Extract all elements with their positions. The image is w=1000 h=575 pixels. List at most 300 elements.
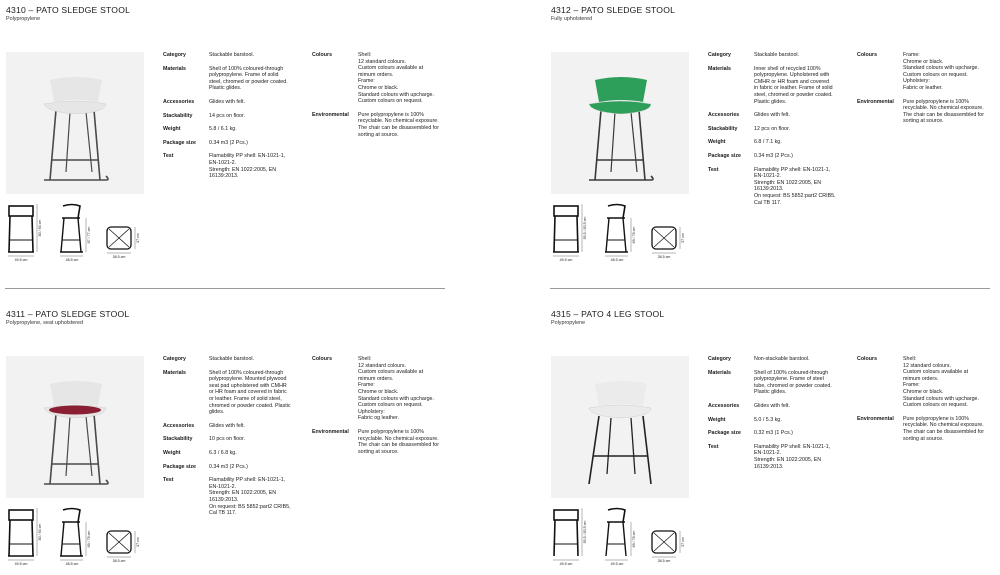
technical-drawings [551,200,701,275]
spec-value-line: Strength: EN 1022:2005, EN [209,166,277,173]
product-photo [551,52,689,194]
spec-value-line: 12 pcs on floor. [754,125,790,132]
spec-value-line: seat pad upholstered with CMHR [209,382,287,389]
spec-value [209,52,303,59]
side-view-back [63,205,80,219]
spec-label: Accessories [708,402,740,409]
front-view-leg [9,216,10,252]
spec-value-line: EN-1021-2. [754,450,782,457]
spec-value [358,429,452,455]
spec-value-line: mimum orders. [358,71,394,78]
front-view-back [554,510,578,520]
spec-value-line: or leather. Frame of solid steel, [209,395,282,402]
front-view-leg [554,520,555,556]
spec-value-line: On request: BS 5852:part2 CRIB5, [754,192,836,199]
spec-value-line: recyclable. No chemical exposure. [903,422,984,429]
spec-value [209,450,303,457]
spec-row [163,66,303,92]
spec-row [708,112,848,119]
spec-value [209,464,303,471]
drawing-svg [6,200,156,275]
spec-table [163,356,303,524]
spec-value-line: mimum orders. [358,375,394,382]
spec-value-line: Glides with felt. [209,422,245,429]
side-view-leg [623,218,626,252]
dimension-seat-label: 37 cm [136,233,140,243]
spec-value-line: Plastic glides. [209,85,242,92]
spec-label: Package size [163,463,196,470]
spec-value-line: tube, chromed or powder coated. [754,382,832,389]
spec-value-line: Strength: EN 1022:2005, EN [209,490,277,497]
spec-value-line: The chair can be disassembled for [358,124,439,131]
spec-label: Test [163,477,174,484]
drawing-svg [6,504,156,575]
spec-value-line: Plastic glides. [754,98,787,105]
colour-table [857,356,997,449]
section-divider-left [5,288,445,289]
spec-value-line: 0.34 m3 (2 Pcs.) [754,152,793,159]
spec-row [708,417,848,424]
spec-row [708,356,848,363]
spec-label: Test [708,166,719,173]
spec-value-line: sorting at source. [903,435,944,442]
spec-value-line: Glides with felt. [754,402,790,409]
spec-value-line: Custom colours available at [358,65,424,72]
spec-value-line: Custom colours on request. [903,71,968,78]
spec-value-line: Frame: [358,382,375,389]
spec-row [312,52,452,105]
spec-value [358,356,452,422]
product-photo [6,52,144,194]
spec-value [209,99,303,106]
spec-value [754,356,848,363]
spec-value-line: Standard colours with upcharge. [358,395,434,402]
spec-table [708,356,848,477]
spec-value [754,417,848,424]
spec-value [754,370,848,396]
spec-label: Materials [708,65,731,72]
side-view-leg [61,218,64,252]
stool-photo-svg [551,356,689,498]
spec-label: Colours [857,356,878,362]
spec-label: Accessories [163,98,195,105]
spec-label: Colours [857,52,878,58]
spec-value-line: Shell of 100% coloured-through [209,369,284,376]
spec-value [209,66,303,92]
spec-label: Test [163,153,174,160]
spec-row [163,140,303,147]
spec-value-line: CMHR or HR foam and covered [754,78,830,85]
side-view-leg [78,218,81,252]
spec-row [708,139,848,146]
spec-value-line: Flamability PP shell: EN-1021-1, [754,443,831,450]
spec-value-line: The chair can be disassembled for [903,111,984,118]
dimension-height-label: 69 / 78 cm [632,530,636,548]
spec-row [163,52,303,59]
photo-background [6,52,144,194]
front-view-back [9,206,33,216]
spec-value-line: chromed or powder coated. Plastic [209,402,291,409]
spec-value [754,112,848,119]
spec-value [754,139,848,146]
spec-row [708,370,848,396]
spec-row [708,66,848,106]
dimension-width-label: 49.5 cm [559,562,573,566]
spec-value-line: recyclable. No chemical exposure. [358,435,439,442]
dimension-width-label: 38.5 cm [657,255,671,259]
spec-row [163,113,303,120]
spec-value [209,436,303,443]
spec-value [209,126,303,133]
product-subtitle: Polypropylene, seat upholstered [6,320,84,326]
spec-label: Accessories [163,422,195,429]
stool-photo-svg [6,356,144,498]
spec-value [209,370,303,416]
front-view-leg [32,216,33,252]
dimension-width-label: 49.5 cm [14,258,28,262]
spec-label: Package size [708,152,741,159]
spec-value-line: Strength: EN 1022:2005, EN [754,456,822,463]
spec-value-line: Glides with felt. [754,112,790,119]
spec-label: Category [163,52,186,58]
section-divider-right [550,288,990,289]
dimension-width-label: 48.5 cm [610,258,624,262]
spec-label: Environmental [312,428,349,435]
spec-label: Weight [163,449,181,456]
spec-row [163,99,303,106]
stool-backrest [595,77,647,102]
spec-value-line: Pure polypropylene is 100% [903,98,969,105]
spec-value [754,126,848,133]
spec-value-line: 6.3 / 6.8 kg. [209,449,237,456]
spec-value-line: recyclable. No chemical exposure. [358,118,439,125]
spec-row [312,356,452,422]
spec-label: Weight [708,416,726,423]
dimension-seat-label: 37 cm [136,537,140,547]
spec-value [754,403,848,410]
spec-label: Colours [312,356,333,362]
spec-value [358,112,452,138]
spec-value [754,430,848,437]
spec-value-line: The chair can be disassembled for [903,428,984,435]
spec-label: Stackability [163,436,193,443]
spec-row [163,436,303,443]
spec-value [209,140,303,147]
spec-value-line: Custom colours on request. [903,402,968,409]
spec-value [754,52,848,59]
spec-value-line: Shell: [358,356,372,362]
colour-table [312,356,452,462]
spec-value-line: Stackable barstool. [754,52,800,58]
spec-value [358,52,452,105]
spec-value-line: 6.8 / 7.1 kg. [754,139,782,146]
spec-value [903,356,997,409]
dimension-width-label: 49.5 cm [610,562,624,566]
spec-value-line: 16139:2013. [209,496,239,503]
spec-value-line: Upholstery: [903,78,930,85]
spec-value-line: Pure polypropylene is 100% [903,415,969,422]
product-title: 4315 – PATO 4 LEG STOOL [551,309,665,319]
dimension-height-label: 93,5 / 83,5 cm [583,520,587,544]
spec-value [903,99,997,125]
spec-value-line: Shell of 100% coloured-through [209,65,284,72]
product-title: 4310 – PATO SLEDGE STOOL [6,5,131,15]
spec-value-line: Stackable barstool. [209,356,255,362]
product-photo [551,356,689,498]
spec-value-line: Cal TB 117. [754,199,782,206]
spec-value-line: Strength: EN 1022:2005, EN [754,179,822,186]
stool-photo-svg [551,52,689,194]
stool-backrest [50,77,102,102]
dimension-width-label: 38.5 cm [112,559,126,563]
spec-label: Environmental [857,98,894,105]
side-view-leg [78,522,81,556]
spec-table [163,52,303,187]
dimension-width-label: 48.5 cm [65,258,79,262]
front-view-back [554,206,578,216]
spec-label: Category [163,356,186,362]
spec-value-line: Inner shell of recycled 100% [754,65,821,72]
spec-value-line: Pure polypropylene is 100% [358,428,424,435]
spec-label: Environmental [857,415,894,422]
spec-value-line: Shell: [903,356,917,362]
front-view-leg [554,216,555,252]
spec-label: Colours [312,52,333,58]
spec-value-line: glides. [209,409,225,416]
spec-label: Materials [163,369,186,376]
product-4312 [551,5,996,275]
spec-row [163,450,303,457]
spec-value-line: polypropylene. Frame of steel [754,376,824,383]
spec-value-line: 5.0 / 5.3 kg. [754,416,782,423]
spec-row [708,153,848,160]
spec-row [708,430,848,437]
spec-label: Materials [163,65,186,72]
spec-value [903,52,997,92]
photo-background [6,356,144,498]
spec-value-line: Upholstery: [358,408,385,415]
spec-table [708,52,848,213]
spec-value-line: Non-stackable barstool. [754,356,810,362]
product-title: 4312 – PATO SLEDGE STOOL [551,5,676,15]
spec-value [209,356,303,363]
spec-row [857,99,997,125]
dimension-seat-label: 37 cm [681,537,685,547]
spec-value-line: Standard colours with upcharge. [903,65,979,72]
spec-value-line: recyclable. No chemical exposure. [903,105,984,112]
spec-value [754,444,848,470]
spec-value-line: polypropylene. Mounted plywood [209,376,287,383]
spec-value-line: Stackable barstool. [209,52,255,58]
dimension-height-label: 80 / 93 cm [38,523,42,541]
spec-value-line: Frame: [903,382,920,389]
spec-value-line: polypropylene. Frame of solid [209,72,279,79]
spec-value-line: The chair can be disassembled for [358,442,439,449]
product-4315 [551,309,996,575]
spec-value-line: Standard colours with upcharge. [903,395,979,402]
technical-drawings [6,504,156,575]
spec-label: Materials [708,369,731,376]
product-4311 [6,309,451,575]
spec-row [857,52,997,92]
front-view-back [9,510,33,520]
dimension-height-label: 80 / 93 cm [38,219,42,237]
spec-value-line: 12 standard colours. [358,362,406,369]
spec-value-line: 10 pcs on floor. [209,436,245,443]
product-subtitle: Polypropylene [551,320,586,326]
spec-row [163,126,303,133]
spec-value-line: Custom colours on request. [358,98,423,105]
spec-value-line: Chrome or black. [358,388,399,395]
colour-table [312,52,452,145]
spec-value-line: On request: BS 5852:part2 CRIB5, [209,503,291,510]
spec-value [754,153,848,160]
dimension-width-label: 38.5 cm [657,559,671,563]
spec-value-line: Custom colours on request. [358,402,423,409]
front-view-leg [9,520,10,556]
spec-value-line: Custom colours available at [903,369,969,376]
spec-value-line: sorting at source. [903,118,944,125]
spec-label: Stackability [708,125,738,132]
spec-value-line: EN-1021-2. [209,159,237,166]
product-subtitle: Polypropylene [6,16,41,22]
side-view-back [608,205,625,219]
dimension-height-label: 67 / 77 cm [87,226,91,244]
product-photo [6,356,144,498]
spec-label: Accessories [708,112,740,119]
technical-drawings [551,504,701,575]
spec-row [708,126,848,133]
spec-row [708,444,848,470]
dimension-height-label: 69 / 78 cm [87,530,91,548]
stool-photo-svg [6,52,144,194]
product-title: 4311 – PATO SLEDGE STOOL [6,309,130,319]
spec-value-line: 16139:2013. [209,173,239,180]
stool-backrest [50,381,102,406]
spec-label: Category [708,52,731,58]
dimension-height-label: 93,5 / 83,5 cm [583,216,587,240]
dimension-height-label: 69 / 78 cm [632,226,636,244]
colour-table [857,52,997,132]
spec-row [708,403,848,410]
spec-value-line: Flamability PP shell: EN-1021-1, [209,153,286,160]
dimension-width-label: 49.5 cm [559,258,573,262]
side-view-leg [606,218,609,252]
dimension-seat-label: 37 cm [681,233,685,243]
spec-value-line: 0.32 m3 (1 Pcs.) [754,430,793,437]
dimension-width-label: 38.5 cm [112,255,126,259]
stool-seat-pad [49,406,101,415]
spec-value-line: Shell: [358,52,372,58]
drawing-svg [551,200,701,275]
spec-value-line: or HR foam and covered in fabric [209,389,287,396]
spec-value-line: 16139:2013. [754,463,784,470]
side-view-leg [606,522,609,556]
side-view-back [63,509,80,523]
spec-value [209,113,303,120]
spec-value [209,423,303,430]
spec-value-line: Chrome or black. [903,58,944,65]
spec-value [209,477,303,517]
product-4310 [6,5,451,275]
spec-row [163,477,303,517]
drawing-svg [551,504,701,575]
side-view-leg [61,522,64,556]
spec-value-line: Custom colours available at [358,369,424,376]
spec-value-line: 12 standard colours. [903,362,951,369]
spec-value-line: Fabric or leather. [903,84,943,91]
spec-label: Environmental [312,111,349,118]
spec-value-line: 0.34 m3 (2 Pcs.) [209,139,248,146]
spec-value [754,66,848,106]
spec-row [163,356,303,363]
spec-value [903,416,997,442]
spec-value-line: Glides with felt. [209,98,245,105]
spec-value-line: 16139:2013. [754,186,784,193]
dimension-width-label: 48.5 cm [65,562,79,566]
side-view-leg [623,522,626,556]
spec-value [754,167,848,207]
photo-background [551,356,689,498]
front-view-leg [577,216,578,252]
spec-label: Test [708,443,719,450]
spec-label: Weight [163,126,181,133]
spec-row [163,370,303,416]
spec-value-line: 14 pcs on floor. [209,112,245,119]
front-view-leg [577,520,578,556]
spec-value-line: Chrome or black. [358,84,399,91]
spec-value-line: Frame: [358,78,375,85]
spec-row [708,52,848,59]
spec-row [708,167,848,207]
spec-value-line: 0.34 m3 (2 Pcs.) [209,463,248,470]
spec-row [857,416,997,442]
product-subtitle: Fully upholstered [551,16,593,22]
spec-value-line: Flamability PP shell: EN-1021-1, [209,477,286,484]
spec-label: Stackability [163,112,193,119]
spec-value-line: Pure polypropylene is 100% [358,111,424,118]
spec-value-line: Chrome or black. [903,388,944,395]
spec-label: Package size [708,430,741,437]
spec-value-line: in fabric or leather. Frame of solid [754,85,833,92]
spec-value-line: steel, chromed or powder coated. [754,91,833,98]
spec-value-line: Flamability PP shell: EN-1021-1, [754,166,831,173]
technical-drawings [6,200,156,275]
spec-value-line: sorting at source. [358,131,399,138]
spec-value-line: Plastic glides. [754,389,787,396]
spec-value-line: EN-1021-2. [754,173,782,180]
spec-label: Category [708,356,731,362]
spec-value-line: Standard colours with upcharge. [358,91,434,98]
spec-value-line: Frame: [903,52,920,58]
spec-label: Package size [163,139,196,146]
spec-value-line: sorting at source. [358,448,399,455]
spec-value-line: mimum orders. [903,375,939,382]
spec-row [312,429,452,455]
dimension-width-label: 49.5 cm [14,562,28,566]
spec-value-line: polypropylene. Upholstered with [754,72,830,79]
spec-row [312,112,452,138]
spec-row [857,356,997,409]
spec-value-line: Cal TB 117. [209,510,237,517]
spec-row [163,464,303,471]
spec-value-line: EN-1021-2. [209,483,237,490]
photo-background [551,52,689,194]
spec-value-line: 5.8 / 6.1 kg. [209,126,237,133]
spec-value-line: Fabric og leather. [358,415,399,422]
stool-backrest [595,381,647,406]
spec-label: Weight [708,139,726,146]
